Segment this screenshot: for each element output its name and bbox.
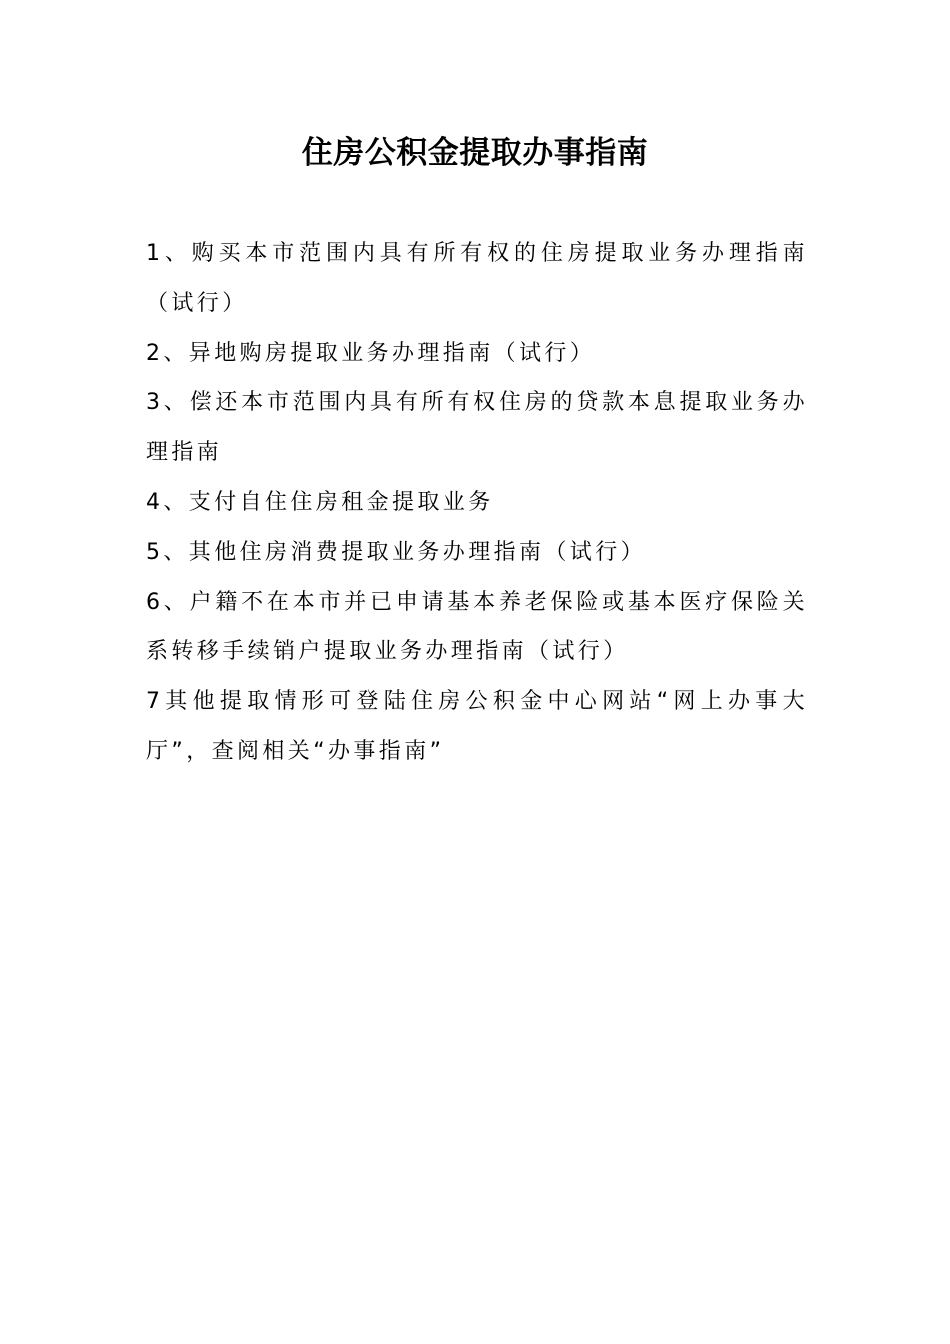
- guide-item-1: 1、购买本市范围内具有所有权的住房提取业务办理指南（试行）: [146, 241, 808, 316]
- guide-item-7: 7其他提取情形可登陆住房公积金中心网站“网上办事大厅”，查阅相关“办事指南”: [146, 689, 808, 764]
- guide-item-2: 2、异地购房提取业务办理指南（试行）: [146, 340, 596, 366]
- guide-list: [146, 229, 808, 777]
- page-title: 住房公积金提取办事指南: [301, 135, 649, 171]
- guide-item-3: 3、偿还本市范围内具有所有权住房的贷款本息提取业务办理指南: [146, 390, 808, 466]
- guide-item-4: 4、支付自住住房租金提取业务: [146, 489, 494, 515]
- guide-item-6: 6、户籍不在本市并已申请基本养老保险或基本医疗保险关系转移手续销户提取业务办理指南（试行）: [146, 589, 808, 665]
- guide-item-5: 5、其他住房消费提取业务办理指南（试行）: [146, 539, 646, 565]
